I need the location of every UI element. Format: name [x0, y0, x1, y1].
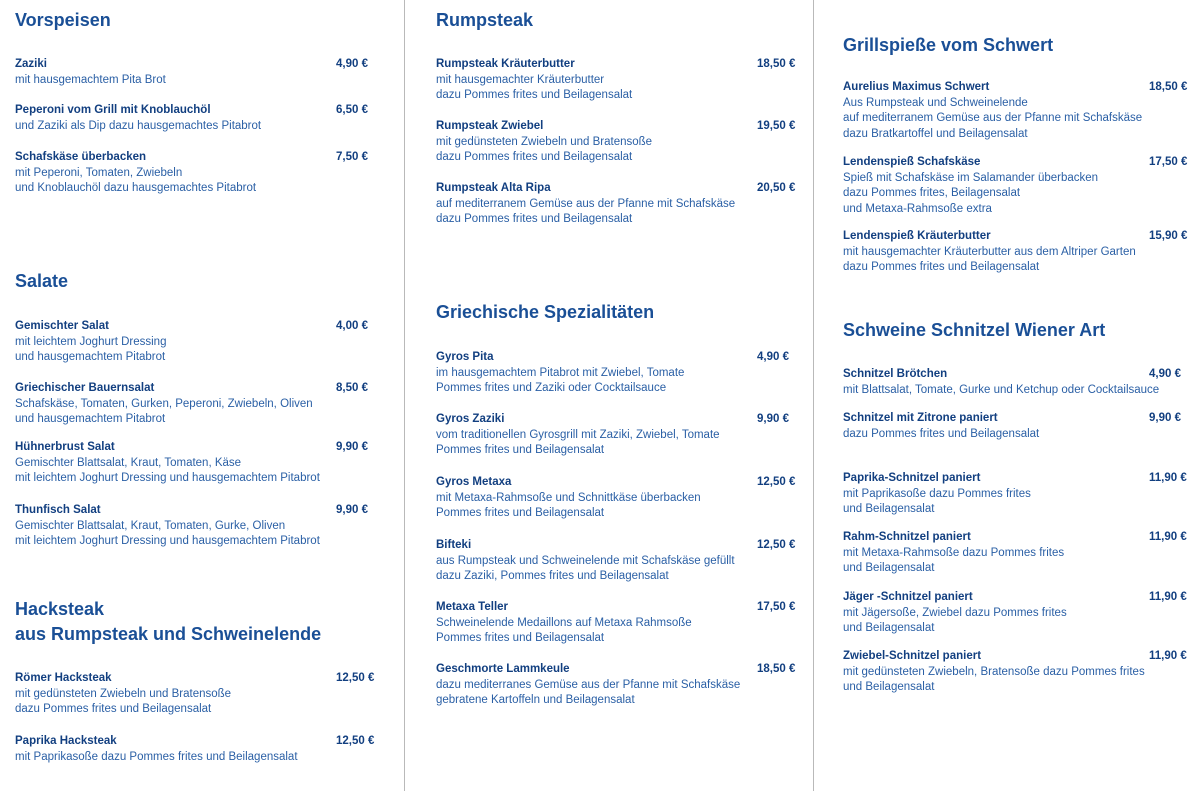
menu-item-price: 9,90 € [757, 413, 789, 425]
menu-item-gyros-zaziki [436, 412, 817, 459]
menu-item-description: mit leichtem Joghurt Dressing [15, 335, 167, 348]
menu-item-description: dazu Pommes frites, Beilagensalat [843, 187, 1021, 199]
menu-item-name: Lendenspieß Kräuterbutter [843, 230, 991, 242]
menu-item-metaxa-teller [436, 600, 817, 647]
menu-item-description: dazu Zaziki, Pommes frites und Beilagensalat [436, 570, 669, 582]
menu-item-schnitzel-brötchen [843, 367, 1200, 398]
menu-item-description: Gemischter Blattsalat, Kraut, Tomaten, Käse [15, 456, 242, 469]
menu-item-lendenspieß-schafskäse [843, 155, 1200, 217]
menu-item-name: Gyros Metaxa [436, 476, 512, 488]
menu-item-price: 12,50 € [336, 672, 375, 684]
section-title [436, 8, 533, 33]
section-title [436, 300, 654, 325]
menu-item-price: 4,90 € [336, 58, 368, 70]
section-title-line: Schweine Schnitzel Wiener Art [843, 320, 1106, 340]
menu-item-description: auf mediterranem Gemüse aus der Pfanne mit Schafskäse [843, 112, 1143, 124]
menu-item-description: Pommes frites und Zaziki oder Cocktailsauce [436, 382, 667, 394]
menu-item-price: 9,90 € [1149, 412, 1181, 424]
menu-item-griechischer-bauernsalat [15, 381, 396, 428]
menu-item-römer-hacksteak [15, 671, 396, 718]
menu-item-name: Römer Hacksteak [15, 672, 112, 684]
menu-item-description: und Beilagensalat [843, 503, 935, 515]
menu-item-name: Zaziki [15, 58, 47, 70]
menu-item-name: Rumpsteak Alta Ripa [436, 182, 551, 194]
menu-item-price: 15,90 € [1149, 230, 1188, 242]
menu-item-description: Schafskäse, Tomaten, Gurken, Peperoni, Zwiebeln, Oliven [15, 397, 313, 410]
menu-item-price: 9,90 € [336, 504, 368, 516]
menu-item-name: Paprika-Schnitzel paniert [843, 472, 981, 484]
menu-item-zaziki [15, 57, 396, 88]
section-title-line: Griechische Spezialitäten [436, 302, 655, 322]
menu-item-name: Paprika Hacksteak [15, 735, 117, 747]
menu-item-jäger-schnitzel-paniert [843, 590, 1200, 637]
menu-item-aurelius-maximus-schwert [843, 80, 1200, 142]
menu-column-2 [405, 0, 813, 791]
menu-item-name: Gemischter Salat [15, 320, 109, 332]
menu-item-price: 6,50 € [336, 104, 368, 116]
menu-item-price: 9,90 € [336, 441, 368, 453]
menu-item-description: und Zaziki als Dip dazu hausgemachtes Pitabrot [15, 119, 262, 132]
menu-item-name: Hühnerbrust Salat [15, 441, 115, 453]
menu-item-description: mit Paprikasoße dazu Pommes frites und Beilagensalat [15, 750, 298, 763]
menu-item-description: Pommes frites und Beilagensalat [436, 507, 605, 519]
menu-column-1 [0, 0, 404, 791]
menu-item-name: Thunfisch Salat [15, 504, 101, 516]
menu-item-price: 12,50 € [757, 539, 796, 551]
section-title [15, 8, 111, 33]
section-title [15, 597, 321, 647]
menu-item-hühnerbrust-salat [15, 440, 396, 487]
menu-item-name: Jäger -Schnitzel paniert [843, 591, 973, 603]
menu-item-description: mit leichtem Joghurt Dressing und hausgemachtem Pitabrot [15, 535, 320, 547]
menu-item-name: Lendenspieß Schafskäse [843, 156, 981, 168]
menu-item-price: 8,50 € [336, 382, 368, 394]
menu-item-name: Rahm-Schnitzel paniert [843, 531, 971, 543]
menu-item-paprika-schnitzel-paniert [843, 471, 1200, 518]
menu-item-price: 20,50 € [757, 182, 796, 194]
menu-item-rahm-schnitzel-paniert [843, 530, 1200, 577]
menu-item-price: 7,50 € [336, 151, 368, 163]
menu-item-name: Gyros Zaziki [436, 413, 505, 425]
menu-item-price: 19,50 € [757, 120, 796, 132]
menu-item-name: Peperoni vom Grill mit Knoblauchöl [15, 104, 211, 116]
menu-item-description: dazu Pommes frites und Beilagensalat [15, 703, 212, 715]
menu-item-description: vom traditionellen Gyrosgrill mit Zaziki, Zwiebel, Tomate [436, 428, 720, 441]
menu-item-lendenspieß-kräuterbutter [843, 229, 1200, 276]
menu-item-price: 11,90 € [1149, 531, 1187, 543]
menu-item-description: dazu mediterranes Gemüse aus der Pfanne mit Schafskäse [436, 678, 741, 691]
menu-item-description: mit Blattsalat, Tomate, Gurke und Ketchup oder Cocktailsauce [843, 383, 1160, 396]
section-title [15, 269, 68, 294]
menu-item-description: Pommes frites und Beilagensalat [436, 632, 605, 644]
section-title-line: Salate [15, 271, 69, 291]
menu-item-description: Pommes frites und Beilagensalat [436, 444, 605, 456]
menu-item-price: 11,90 € [1149, 591, 1187, 603]
menu-item-price: 17,50 € [757, 601, 796, 613]
menu-item-price: 12,50 € [336, 735, 375, 747]
menu-item-name: Gyros Pita [436, 351, 494, 363]
menu-item-price: 11,90 € [1149, 650, 1187, 662]
menu-item-description: dazu Pommes frites und Beilagensalat [843, 427, 1040, 440]
menu-item-paprika-hacksteak [15, 734, 396, 765]
menu-item-zwiebel-schnitzel-paniert [843, 649, 1200, 696]
menu-item-name: Schnitzel mit Zitrone paniert [843, 412, 998, 424]
menu-item-price: 4,00 € [336, 320, 368, 332]
menu-item-description: und hausgemachtem Pitabrot [15, 351, 166, 363]
menu-item-description: mit hausgemachter Kräuterbutter aus dem Altriper Garten [843, 245, 1136, 258]
menu-item-price: 17,50 € [1149, 156, 1188, 168]
menu-item-schnitzel-mit-zitrone-paniert [843, 411, 1200, 442]
menu-item-description: und Beilagensalat [843, 562, 935, 574]
menu-item-gyros-metaxa [436, 475, 817, 522]
menu-item-description: und hausgemachtem Pitabrot [15, 413, 166, 425]
section-title-line: Rumpsteak [436, 10, 534, 30]
menu-item-rumpsteak-zwiebel [436, 119, 817, 166]
menu-item-name: Zwiebel-Schnitzel paniert [843, 650, 982, 662]
menu-item-description: auf mediterranem Gemüse aus der Pfanne mit Schafskäse [436, 197, 736, 210]
menu-item-description: mit gedünsteten Zwiebeln und Bratensoße [436, 135, 653, 148]
menu-item-description: aus Rumpsteak und Schweinelende mit Schafskäse gefüllt [436, 554, 735, 567]
menu-item-description: und Metaxa-Rahmsoße extra [843, 202, 992, 215]
menu-item-description: dazu Pommes frites und Beilagensalat [436, 213, 633, 225]
menu-item-price: 18,50 € [757, 663, 796, 675]
menu-item-name: Schafskäse überbacken [15, 151, 147, 163]
menu-item-name: Rumpsteak Zwiebel [436, 120, 544, 132]
menu-item-description: im hausgemachtem Pitabrot mit Zwiebel, Tomate [436, 366, 685, 379]
menu-item-description: dazu Bratkartoffel und Beilagensalat [843, 127, 1028, 140]
menu-item-description: und Knoblauchöl dazu hausgemachtes Pitabrot [15, 182, 257, 194]
menu-item-description: mit leichtem Joghurt Dressing und hausgemachtem Pitabrot [15, 472, 320, 484]
menu-item-description: mit Metaxa-Rahmsoße und Schnittkäse überbacken [436, 491, 701, 504]
section-title-line: Hacksteak [15, 599, 105, 619]
menu-item-description: mit gedünsteten Zwiebeln und Bratensoße [15, 687, 232, 700]
menu-item-price: 18,50 € [757, 58, 796, 70]
menu-item-geschmorte-lammkeule [436, 662, 817, 709]
menu-item-name: Rumpsteak Kräuterbutter [436, 58, 575, 70]
section-title-line: aus Rumpsteak und Schweinelende [15, 624, 322, 644]
menu-item-name: Griechischer Bauernsalat [15, 382, 155, 394]
section-title-line: Grillspieße vom Schwert [843, 35, 1054, 55]
menu-item-description: dazu Pommes frites und Beilagensalat [843, 261, 1040, 273]
menu-item-peperoni-vom-grill-mit-knoblauchöl [15, 103, 396, 134]
menu-item-rumpsteak-kräuterbutter [436, 57, 817, 104]
menu-item-thunfisch-salat [15, 503, 396, 550]
menu-item-name: Bifteki [436, 539, 472, 551]
menu-item-description: Schweinelende Medaillons auf Metaxa Rahmsoße [436, 616, 692, 629]
menu-item-schafskäse-überbacken [15, 150, 396, 197]
menu-item-price: 12,50 € [757, 476, 796, 488]
menu-item-description: Gemischter Blattsalat, Kraut, Tomaten, Gurke, Oliven [15, 519, 286, 532]
menu-item-description: mit Paprikasoße dazu Pommes frites [843, 487, 1031, 500]
menu-item-description: und Beilagensalat [843, 622, 935, 634]
section-title-line: Vorspeisen [15, 10, 111, 30]
menu-item-description: gebratene Kartoffeln und Beilagensalat [436, 694, 635, 706]
menu-item-description: mit Jägersoße, Zwiebel dazu Pommes frites [843, 606, 1067, 619]
menu-item-price: 4,90 € [757, 351, 789, 363]
menu-column-3 [814, 0, 1200, 791]
menu-item-name: Metaxa Teller [436, 601, 509, 613]
menu-item-description: dazu Pommes frites und Beilagensalat [436, 89, 633, 101]
menu-item-price: 18,50 € [1149, 81, 1188, 93]
menu-item-description: mit gedünsteten Zwiebeln, Bratensoße dazu Pommes frites [843, 665, 1145, 678]
menu-item-name: Aurelius Maximus Schwert [843, 81, 990, 93]
menu-item-description: mit Peperoni, Tomaten, Zwiebeln [15, 166, 183, 179]
menu-item-description: und Beilagensalat [843, 681, 935, 693]
menu-item-description: mit Metaxa-Rahmsoße dazu Pommes frites [843, 546, 1065, 559]
menu-item-description: mit hausgemachter Kräuterbutter [436, 73, 605, 86]
menu-item-price: 11,90 € [1149, 472, 1187, 484]
menu-item-description: dazu Pommes frites und Beilagensalat [436, 151, 633, 163]
menu-item-description: Spieß mit Schafskäse im Salamander überbacken [843, 171, 1099, 184]
menu-item-bifteki [436, 538, 817, 585]
menu-item-name: Geschmorte Lammkeule [436, 663, 570, 675]
section-title [843, 318, 1105, 343]
menu-item-price: 4,90 € [1149, 368, 1181, 380]
menu-item-description: mit hausgemachtem Pita Brot [15, 73, 166, 86]
menu-item-rumpsteak-alta-ripa [436, 181, 817, 228]
section-title [843, 33, 1053, 58]
menu-item-description: Aus Rumpsteak und Schweinelende [843, 96, 1028, 109]
menu-item-name: Schnitzel Brötchen [843, 368, 948, 380]
menu-item-gyros-pita [436, 350, 817, 397]
menu-item-gemischter-salat [15, 319, 396, 366]
